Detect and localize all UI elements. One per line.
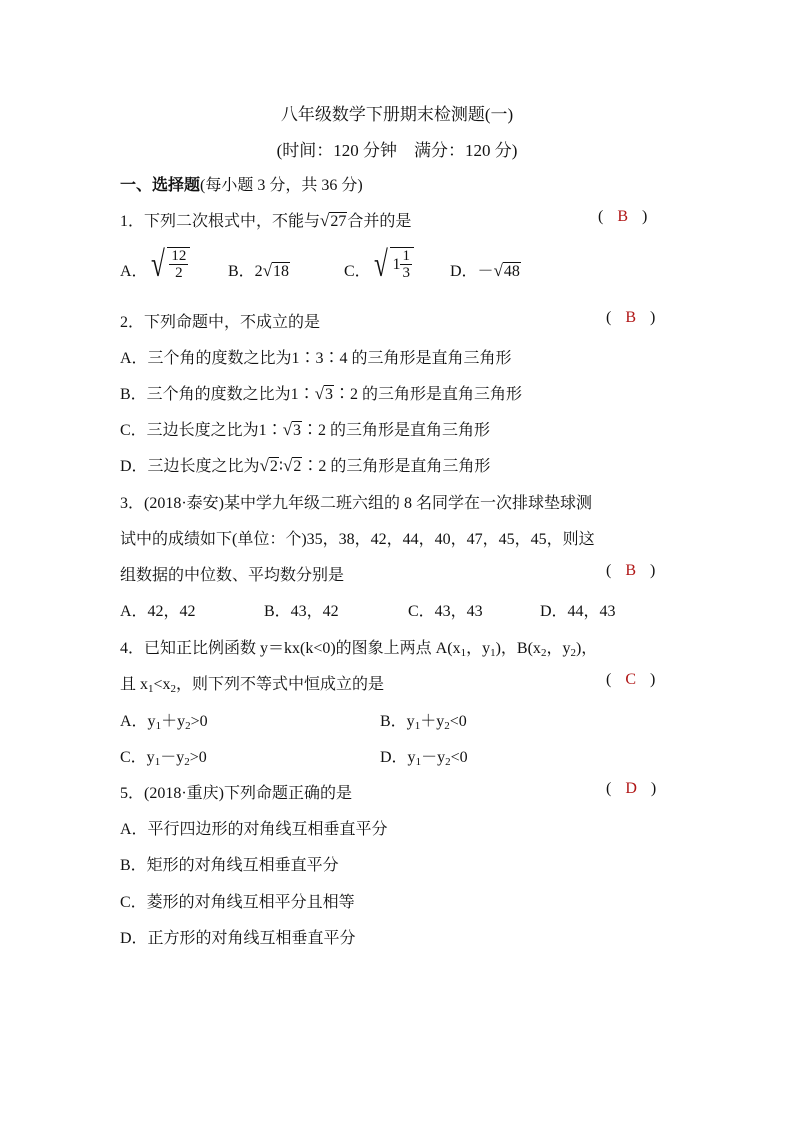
question-4-line-2: 且 $x_1<x_2$，则下列不等式中恒成立的是 [120, 676, 385, 695]
question-4-line-1: 4．已知正比例函数 y＝kx(k<0)的图象上两点 $A(x_1$，$y_1$)，$B(x_2$，$y_2$)， [120, 640, 598, 659]
question-5-stem: 5．(2018·重庆)下列命题正确的是 [120, 785, 352, 802]
q2-option-d: D．三边长度之比为√2∶√2∶2 的三角形是直角三角形 [120, 456, 491, 475]
section-heading [120, 172, 363, 195]
q4-option-c: C．$y_1-y_2>0$ [120, 749, 207, 768]
q5-option-d: D．正方形的对角线互相垂直平分 [120, 930, 356, 947]
answer-letter: D [625, 780, 637, 797]
q1-option-d: D．－√48 [450, 261, 520, 280]
question-3-line-1: 3．(2018·泰安)某中学九年级二班六组的 8 名同学在一次排球垫球测 [120, 495, 592, 512]
question-3-line-3: 组数据的中位数、平均数分别是 [120, 567, 345, 584]
answer-3: ( B ) [606, 562, 656, 579]
answer-5: ( D ) [606, 780, 657, 797]
answer-letter: C [625, 671, 636, 688]
q1-option-a: A． √ $\frac{12}{2}$ [120, 246, 190, 282]
answer-4: ( C ) [606, 671, 656, 688]
q4-option-a: A．$y_1+y_2>0$ [120, 713, 208, 732]
question-3-line-2: 试中的成绩如下(单位：个)35，38，42，44，40，47，45，45，则这 [120, 531, 595, 548]
q3-option-b: B．43，42 [264, 603, 339, 620]
question-2-stem: 2．下列命题中，不成立的是 [120, 314, 321, 331]
q3-option-a: A．42，42 [120, 603, 196, 620]
q3-option-d: D．44，43 [540, 603, 616, 620]
q5-option-c: C．菱形的对角线互相平分且相等 [120, 894, 355, 911]
page-title: 八年级数学下册期末检测题(一) [280, 105, 514, 124]
section-note: (每小题 3 分，共 36 分) [200, 177, 363, 194]
q5-option-b: B．矩形的对角线互相垂直平分 [120, 857, 339, 874]
q2-option-c: C．三边长度之比为1∶√3∶2 的三角形是直角三角形 [120, 420, 491, 439]
q4-option-b: B．$y_1+y_2<0$ [380, 713, 467, 732]
q4-option-d: D．$y_1-y_2<0$ [380, 749, 468, 768]
answer-letter: B [625, 562, 636, 579]
answer-letter: B [625, 309, 636, 326]
q2-option-a: A．三个角的度数之比为1∶3∶4 的三角形是直角三角形 [120, 350, 512, 367]
answer-letter: B [617, 208, 628, 225]
q1-option-b: B．2√18 [228, 261, 290, 280]
q2-option-b: B．三个角的度数之比为1∶√3∶2 的三角形是直角三角形 [120, 384, 523, 403]
radical: √27 [320, 211, 347, 230]
answer-2: ( B ) [606, 309, 656, 326]
answer-1: ( B ) [598, 208, 648, 225]
exam-info: (时间：120 分钟 满分：120 分) [276, 141, 518, 160]
q1-option-c: C． √ 1 $\frac{1}{3}$ [344, 246, 414, 282]
section-title: 一、选择题 [120, 177, 201, 194]
question-1-stem: 1．下列二次根式中，不能与√27合并的是 [120, 211, 412, 230]
q3-option-c: C．43，43 [408, 603, 483, 620]
q5-option-a: A．平行四边形的对角线互相垂直平分 [120, 821, 388, 838]
